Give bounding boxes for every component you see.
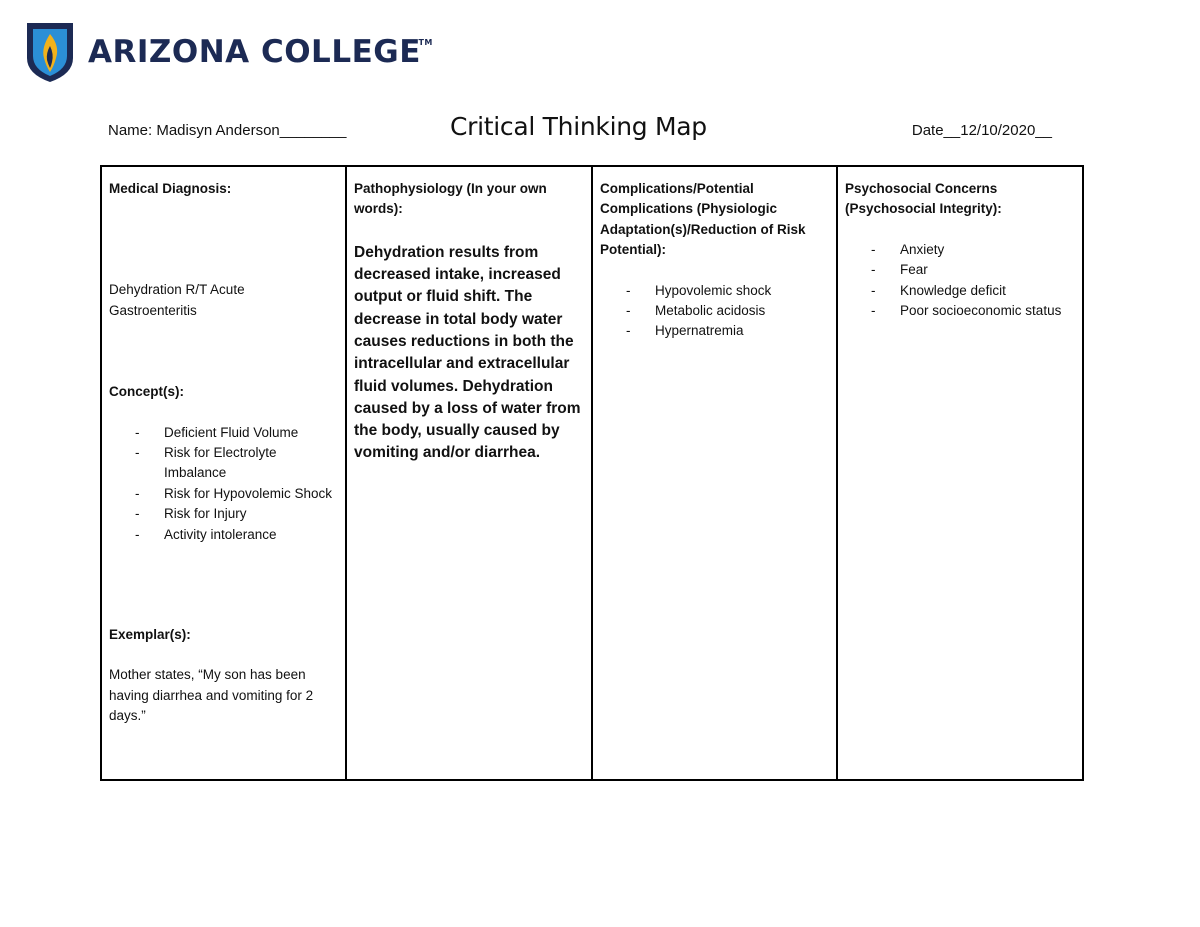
list-item: - Knowledge deficit xyxy=(845,281,1074,301)
logo-wordmark: ARIZONA COLLEGE TM xyxy=(88,34,433,70)
exemplar-text: Mother states, “My son has been having diarrhea and vomiting for 2 days.” xyxy=(109,667,314,724)
list-item: - Risk for Hypovolemic Shock xyxy=(109,484,337,504)
student-name: Name: Madisyn Anderson________ xyxy=(108,122,347,139)
concepts-list xyxy=(109,423,337,545)
list-item: - Hypernatremia xyxy=(600,321,828,341)
complications-heading: Complications/Potential Complications (Physiologic Adaptation(s)/Reduction of Risk Potential): xyxy=(600,181,806,258)
document-header xyxy=(108,112,1068,152)
exemplar-heading: Exemplar(s): xyxy=(109,627,191,643)
pathophysiology-text: Dehydration results from decreased intake, increased output or fluid shift. The decrease in total body water causes reductions in both the intracellular and extracellular fluid volumes. Dehydration caused by a loss of water from the body, usually caused by vomiting and/or diarrhea. xyxy=(354,243,581,462)
pathophysiology-column xyxy=(347,167,593,779)
list-item: - Poor socioeconomic status xyxy=(845,301,1074,321)
psychosocial-heading: Psychosocial Concerns (Psychosocial Integrity): xyxy=(845,181,1002,217)
shield-flame-icon xyxy=(24,20,76,84)
list-item: - Metabolic acidosis xyxy=(600,301,828,321)
complications-list xyxy=(600,281,828,342)
list-item: - Risk for Electrolyte Imbalance xyxy=(109,443,337,484)
psychosocial-list xyxy=(845,240,1074,322)
list-item: - Activity intolerance xyxy=(109,525,337,545)
date-field: Date__12/10/2020__ xyxy=(911,122,1052,139)
psychosocial-column xyxy=(838,167,1082,779)
page-title: Critical Thinking Map xyxy=(450,112,707,141)
list-item: - Fear xyxy=(845,260,1074,280)
medical-diagnosis-heading: Medical Diagnosis: xyxy=(109,181,232,196)
list-item: - Anxiety xyxy=(845,240,1074,260)
arizona-college-logo xyxy=(24,20,433,84)
complications-column xyxy=(593,167,838,779)
medical-diagnosis-column xyxy=(102,167,347,779)
pathophysiology-heading: Pathophysiology (In your own words): xyxy=(354,181,547,217)
list-item: - Hypovolemic shock xyxy=(600,281,828,301)
critical-thinking-table xyxy=(100,165,1084,781)
list-item: - Deficient Fluid Volume xyxy=(109,423,337,443)
diagnosis-text: Dehydration R/T Acute Gastroenteritis xyxy=(109,282,245,318)
list-item: - Risk for Injury xyxy=(109,504,337,524)
concepts-heading: Concept(s): xyxy=(109,384,184,400)
